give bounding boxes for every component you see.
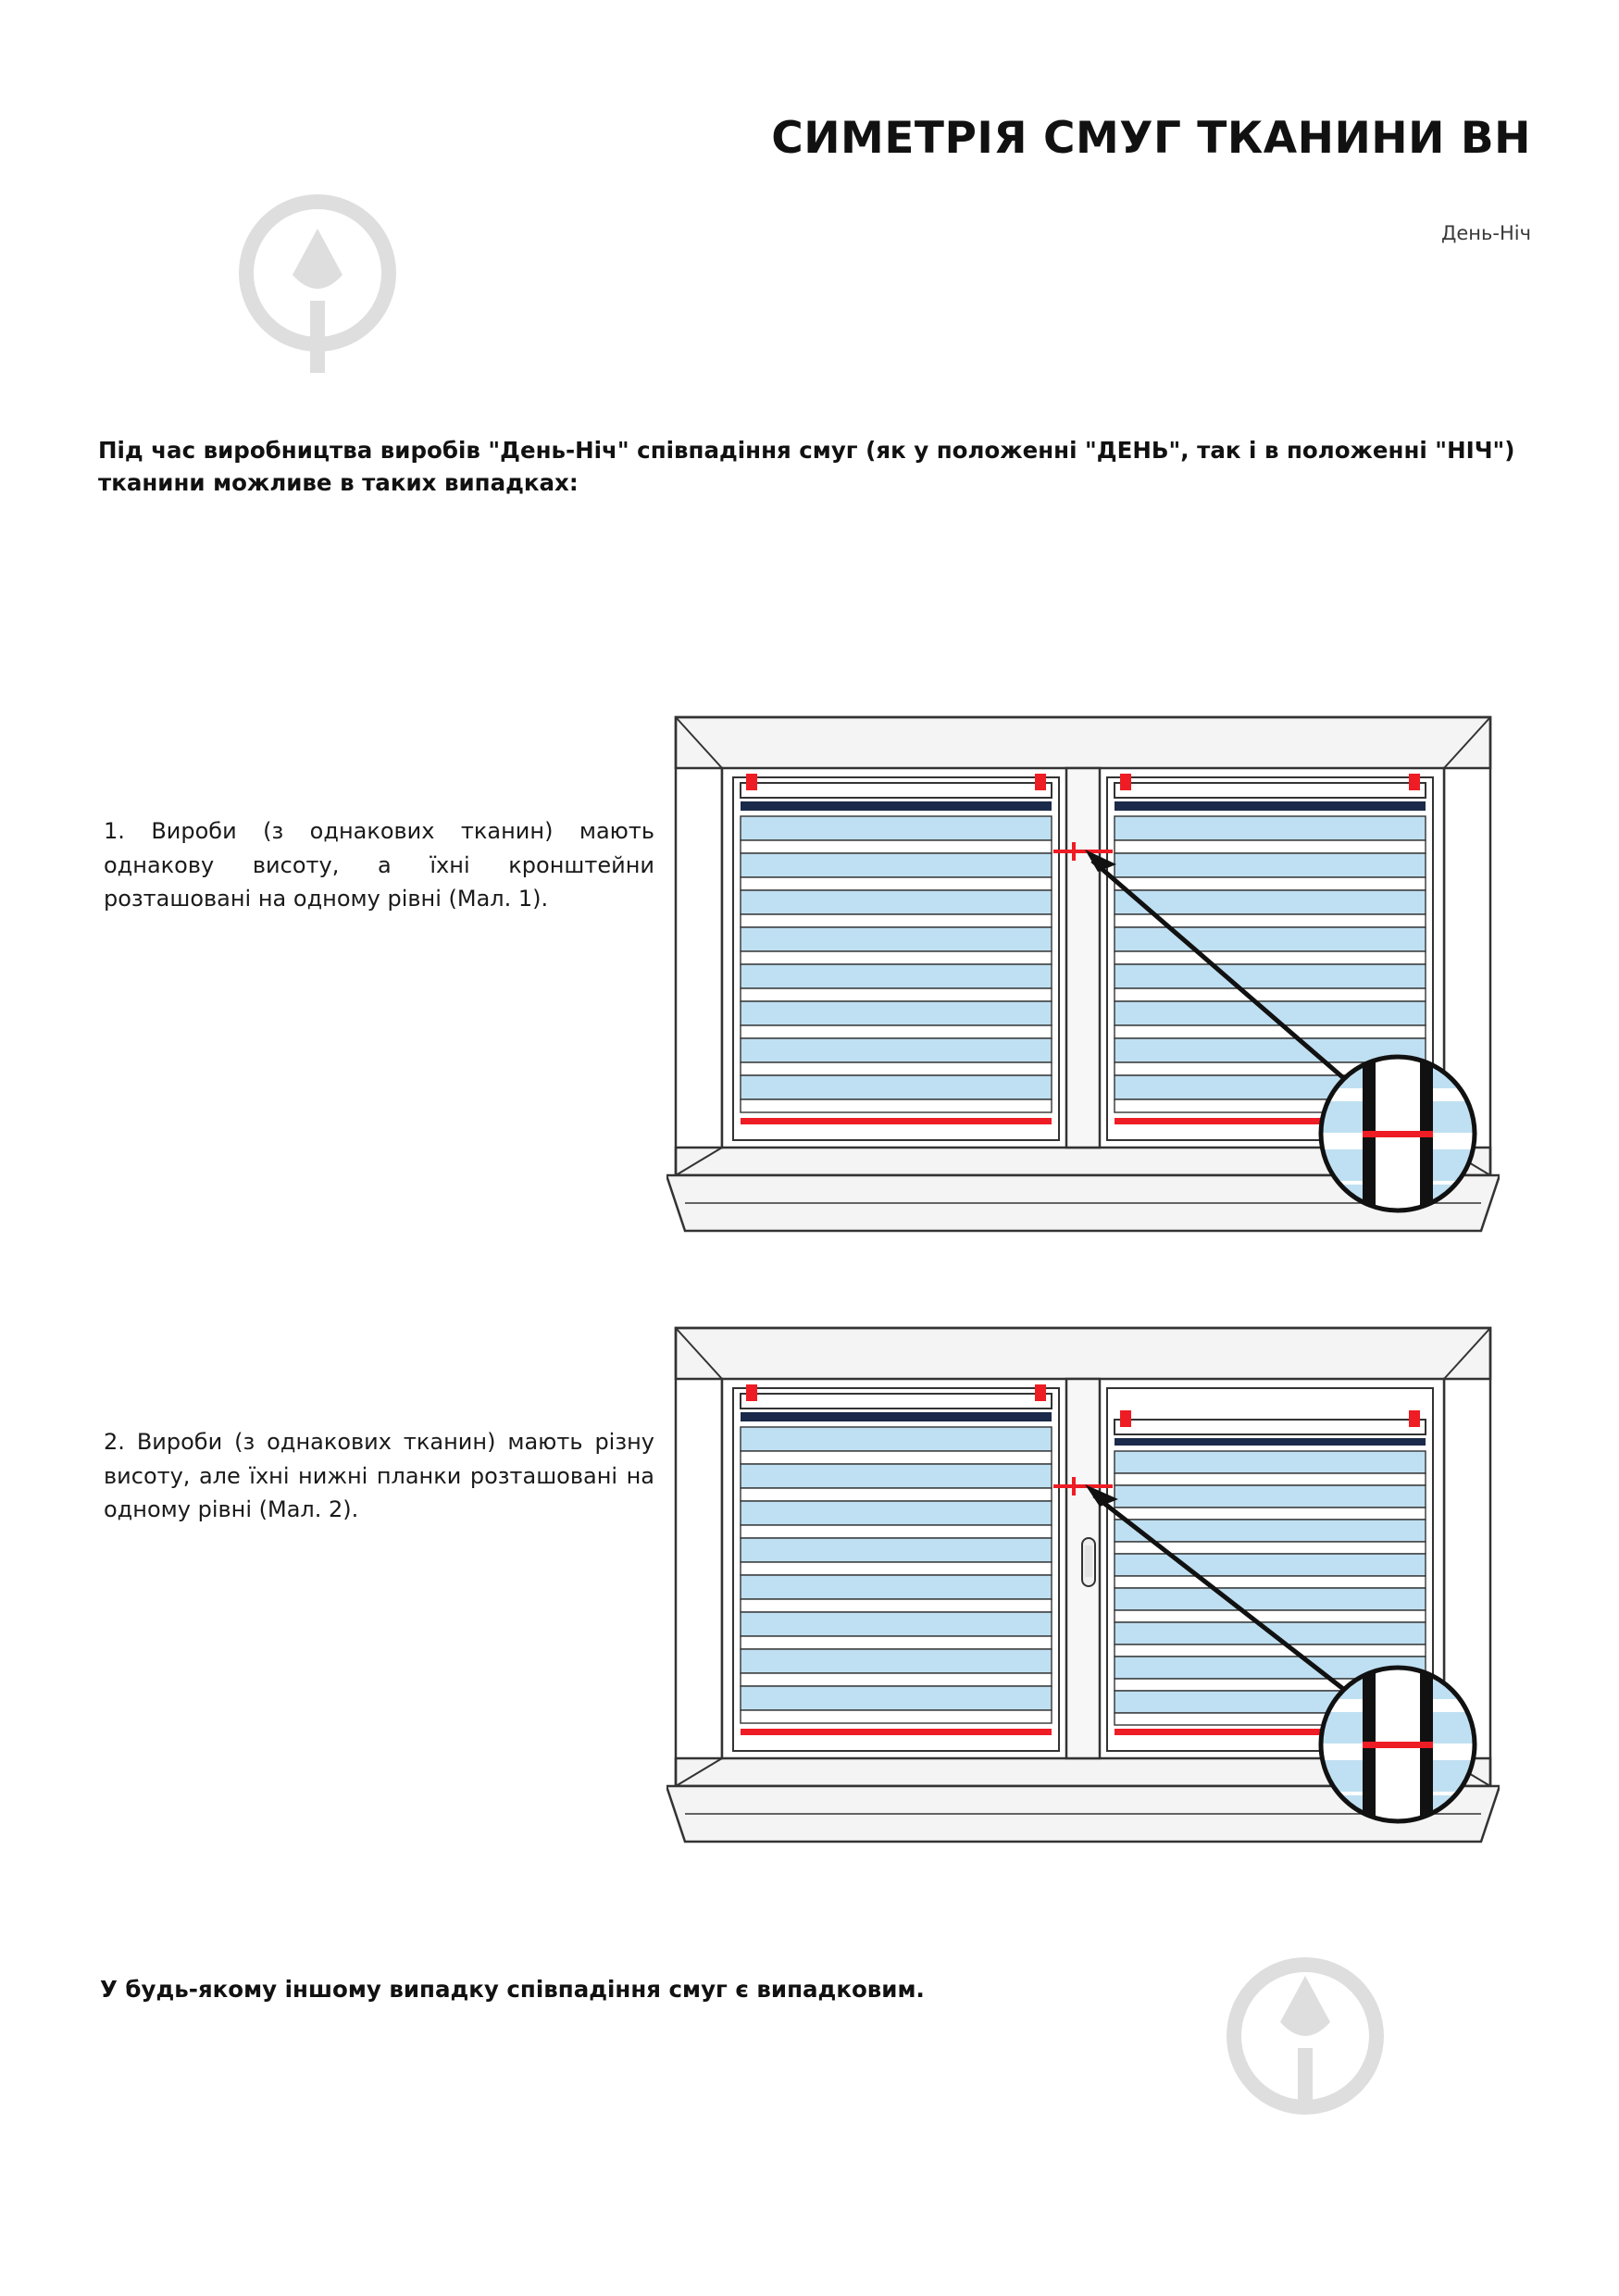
intro-paragraph: Під час виробництва виробів "День-Ніч" співпадіння смуг (як у положенні "ДЕНЬ", так і в положенні "НІЧ") тканини можливе в таких випадках: bbox=[98, 437, 1515, 496]
case-2-description: 2. Вироби (з однакових тканин) мають різну висоту, але їхні нижні планки розташовані на одному рівні (Мал. 2). bbox=[104, 1429, 654, 1523]
window-handle-icon bbox=[1082, 1538, 1095, 1586]
figure-2-window-diagram bbox=[666, 1323, 1500, 1882]
case-1-description: 1. Вироби (з однакових тканин) мають однакову висоту, а їхні кронштейни розташовані на одному рівні (Мал. 1). bbox=[104, 818, 654, 912]
magnified-detail-icon bbox=[1321, 1668, 1475, 1823]
brand-watermark-icon bbox=[1227, 1920, 1384, 2123]
footer-note: У будь-якому іншому випадку співпадіння смуг є випадковим. bbox=[100, 1976, 925, 2003]
magnified-detail-icon bbox=[1321, 1057, 1475, 1212]
brand-watermark-icon bbox=[239, 190, 396, 392]
figure-1-window-diagram bbox=[666, 713, 1500, 1272]
page-title: СИМЕТРІЯ СМУГ ТКАНИНИ ВН bbox=[771, 113, 1531, 164]
page-subtitle: День-Ніч bbox=[1440, 222, 1531, 244]
